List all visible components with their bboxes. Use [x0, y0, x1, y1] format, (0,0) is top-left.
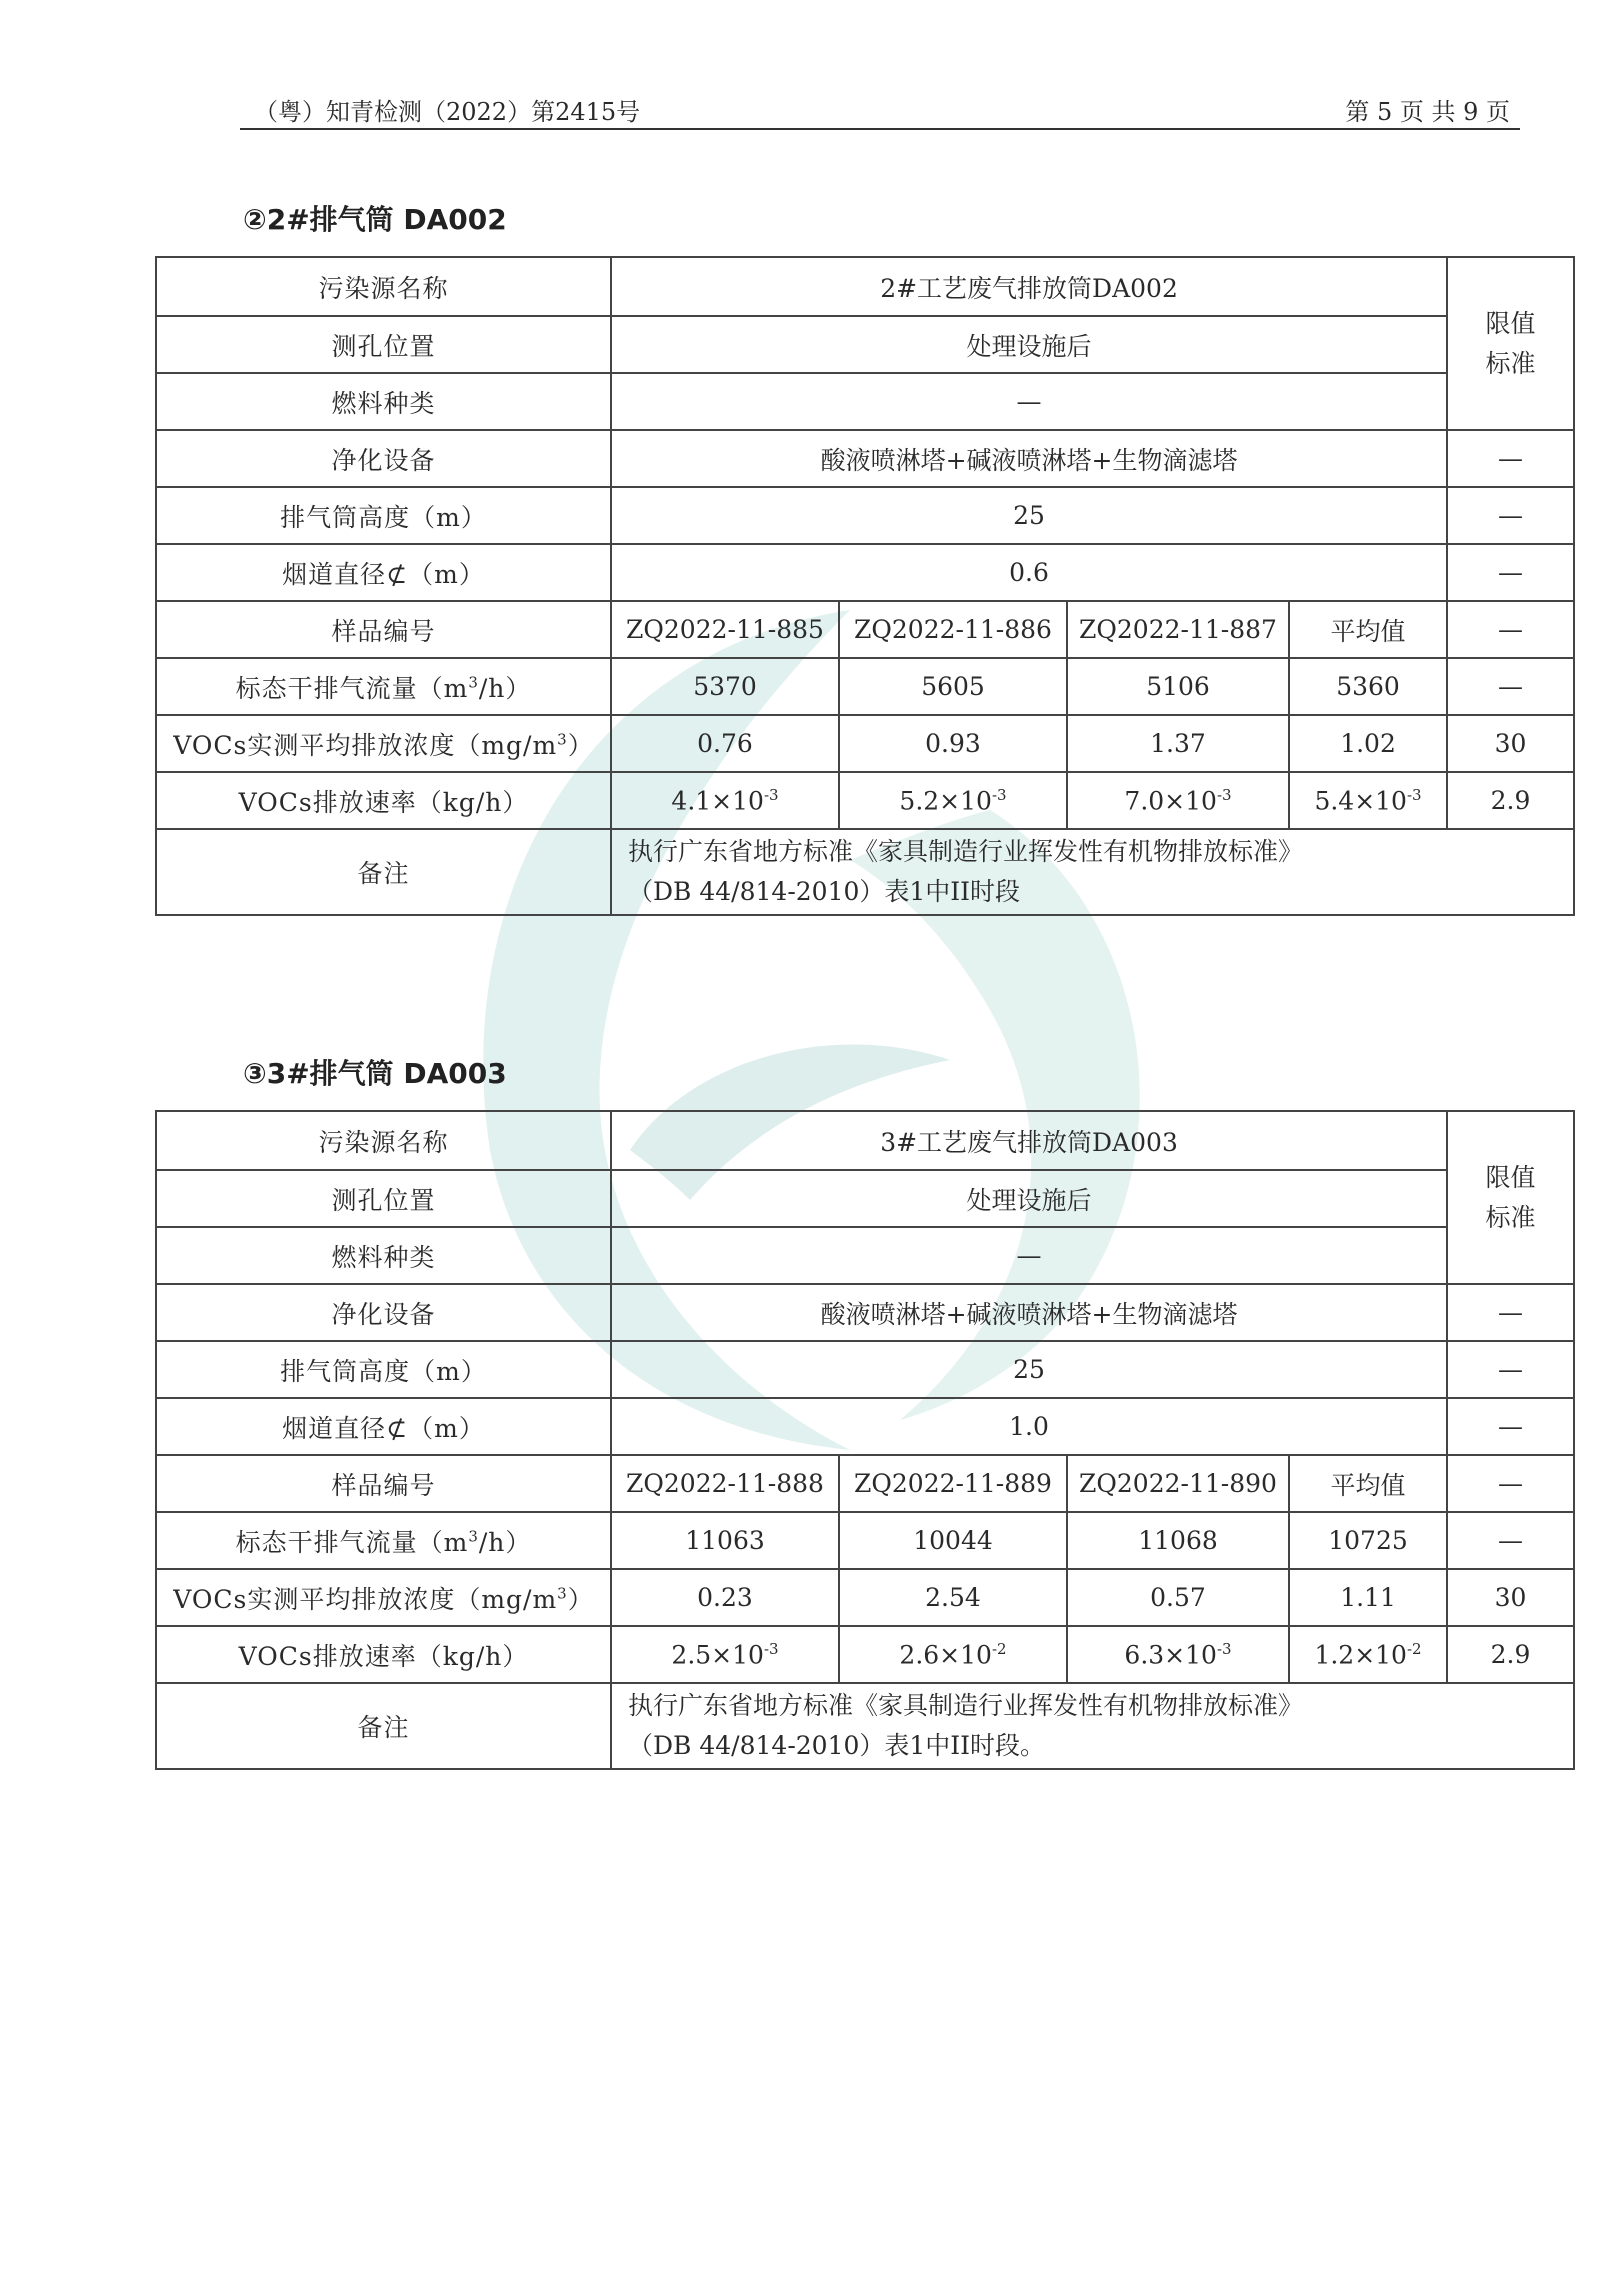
sample-average-header: 平均值	[1289, 601, 1447, 658]
label-equipment: 净化设备	[156, 430, 611, 487]
limit-flow: —	[1447, 1512, 1574, 1569]
label-diameter: 烟道直径⊄（m）	[156, 1398, 611, 1455]
concentration-value: 2.54	[839, 1569, 1067, 1626]
sample-id: ZQ2022-11-887	[1067, 601, 1289, 658]
flow-value: 11063	[611, 1512, 839, 1569]
table-row	[156, 829, 1574, 915]
rate-value: $5.2\times 10^{-3}$	[839, 772, 1067, 829]
limit-height: —	[1447, 487, 1574, 544]
diameter-value: 1.0	[611, 1398, 1447, 1455]
rate-average: $1.2\times 10^{-2}$	[1289, 1626, 1447, 1683]
section-title-da003: ③3#排气筒 DA003	[243, 1057, 507, 1090]
table-row	[156, 1398, 1574, 1455]
concentration-value: 0.76	[611, 715, 839, 772]
limit-flow: —	[1447, 658, 1574, 715]
source-name-value: 3#工艺废气排放筒DA003	[611, 1111, 1447, 1170]
sample-average-header: 平均值	[1289, 1455, 1447, 1512]
table-da002	[155, 256, 1575, 916]
limit-sample: —	[1447, 601, 1574, 658]
label-concentration: VOCs实测平均排放浓度$(mg/m^3)$	[156, 1569, 611, 1626]
limit-height: —	[1447, 1341, 1574, 1398]
table-row	[156, 1512, 1574, 1569]
flow-value: 5370	[611, 658, 839, 715]
table-da003	[155, 1110, 1575, 1770]
diameter-value: 0.6	[611, 544, 1447, 601]
table-row	[156, 1683, 1574, 1769]
table-row	[156, 1341, 1574, 1398]
label-position: 测孔位置	[156, 1170, 611, 1227]
limit-sample: —	[1447, 1455, 1574, 1512]
concentration-average: 1.11	[1289, 1569, 1447, 1626]
fuel-value: —	[611, 373, 1447, 430]
concentration-average: 1.02	[1289, 715, 1447, 772]
label-source-name: 污染源名称	[156, 257, 611, 316]
concentration-value: 0.93	[839, 715, 1067, 772]
height-value: 25	[611, 487, 1447, 544]
limit-rate: 2.9	[1447, 772, 1574, 829]
limit-diameter: —	[1447, 1398, 1574, 1455]
table-row	[156, 544, 1574, 601]
position-value: 处理设施后	[611, 316, 1447, 373]
sample-id: ZQ2022-11-889	[839, 1455, 1067, 1512]
table-row	[156, 1284, 1574, 1341]
table-row	[156, 715, 1574, 772]
table-row	[156, 1626, 1574, 1683]
table-row	[156, 1569, 1574, 1626]
limit-header: 限值 标准	[1447, 1111, 1574, 1284]
label-sample: 样品编号	[156, 1455, 611, 1512]
limit-diameter: —	[1447, 544, 1574, 601]
table-row	[156, 1455, 1574, 1512]
label-height: 排气筒高度（m）	[156, 1341, 611, 1398]
concentration-value: 0.57	[1067, 1569, 1289, 1626]
flow-value: 5605	[839, 658, 1067, 715]
label-remark: 备注	[156, 1683, 611, 1769]
table-row	[156, 430, 1574, 487]
position-value: 处理设施后	[611, 1170, 1447, 1227]
label-source-name: 污染源名称	[156, 1111, 611, 1170]
report-number: （粤）知青检测（2022）第2415号	[254, 98, 641, 126]
table-row	[156, 1111, 1574, 1170]
source-name-value: 2#工艺废气排放筒DA002	[611, 257, 1447, 316]
concentration-value: 1.37	[1067, 715, 1289, 772]
limit-equipment: —	[1447, 430, 1574, 487]
limit-concentration: 30	[1447, 715, 1574, 772]
table-row	[156, 257, 1574, 316]
remark-text: 执行广东省地方标准《家具制造行业挥发性有机物排放标准》 （DB 44/814-2010）表1中II时段	[611, 829, 1574, 915]
rate-value: $6.3\times 10^{-3}$	[1067, 1626, 1289, 1683]
label-concentration: VOCs实测平均排放浓度$(mg/m^3)$	[156, 715, 611, 772]
table-row	[156, 373, 1574, 430]
flow-value: 10044	[839, 1512, 1067, 1569]
rate-value: $7.0\times 10^{-3}$	[1067, 772, 1289, 829]
table-row	[156, 487, 1574, 544]
table-row	[156, 1170, 1574, 1227]
page-number: 第 5 页 共 9 页	[1345, 98, 1510, 126]
section-title-da002: ②2#排气筒 DA002	[243, 203, 507, 236]
remark-text: 执行广东省地方标准《家具制造行业挥发性有机物排放标准》 （DB 44/814-2010）表1中II时段。	[611, 1683, 1574, 1769]
rate-average: $5.4\times 10^{-3}$	[1289, 772, 1447, 829]
table-row	[156, 1227, 1574, 1284]
limit-equipment: —	[1447, 1284, 1574, 1341]
rate-value: $4.1\times 10^{-3}$	[611, 772, 839, 829]
limit-concentration: 30	[1447, 1569, 1574, 1626]
equipment-value: 酸液喷淋塔+碱液喷淋塔+生物滴滤塔	[611, 1284, 1447, 1341]
table-row	[156, 316, 1574, 373]
label-height: 排气筒高度（m）	[156, 487, 611, 544]
sample-id: ZQ2022-11-886	[839, 601, 1067, 658]
limit-header: 限值 标准	[1447, 257, 1574, 430]
label-diameter: 烟道直径⊄（m）	[156, 544, 611, 601]
sample-id: ZQ2022-11-888	[611, 1455, 839, 1512]
flow-value: 5106	[1067, 658, 1289, 715]
limit-rate: 2.9	[1447, 1626, 1574, 1683]
flow-value: 11068	[1067, 1512, 1289, 1569]
fuel-value: —	[611, 1227, 1447, 1284]
table-row	[156, 658, 1574, 715]
label-rate: VOCs排放速率（kg/h）	[156, 1626, 611, 1683]
table-row	[156, 601, 1574, 658]
flow-average: 10725	[1289, 1512, 1447, 1569]
label-fuel: 燃料种类	[156, 373, 611, 430]
rate-value: $2.6\times 10^{-2}$	[839, 1626, 1067, 1683]
rate-value: $2.5\times 10^{-3}$	[611, 1626, 839, 1683]
label-flow: 标态干排气流量$(m^3/h)$	[156, 658, 611, 715]
sample-id: ZQ2022-11-890	[1067, 1455, 1289, 1512]
label-rate: VOCs排放速率（kg/h）	[156, 772, 611, 829]
table-row	[156, 772, 1574, 829]
page-header	[240, 84, 1520, 130]
label-sample: 样品编号	[156, 601, 611, 658]
label-position: 测孔位置	[156, 316, 611, 373]
concentration-value: 0.23	[611, 1569, 839, 1626]
label-remark: 备注	[156, 829, 611, 915]
flow-average: 5360	[1289, 658, 1447, 715]
label-fuel: 燃料种类	[156, 1227, 611, 1284]
sample-id: ZQ2022-11-885	[611, 601, 839, 658]
equipment-value: 酸液喷淋塔+碱液喷淋塔+生物滴滤塔	[611, 430, 1447, 487]
label-flow: 标态干排气流量$(m^3/h)$	[156, 1512, 611, 1569]
label-equipment: 净化设备	[156, 1284, 611, 1341]
height-value: 25	[611, 1341, 1447, 1398]
